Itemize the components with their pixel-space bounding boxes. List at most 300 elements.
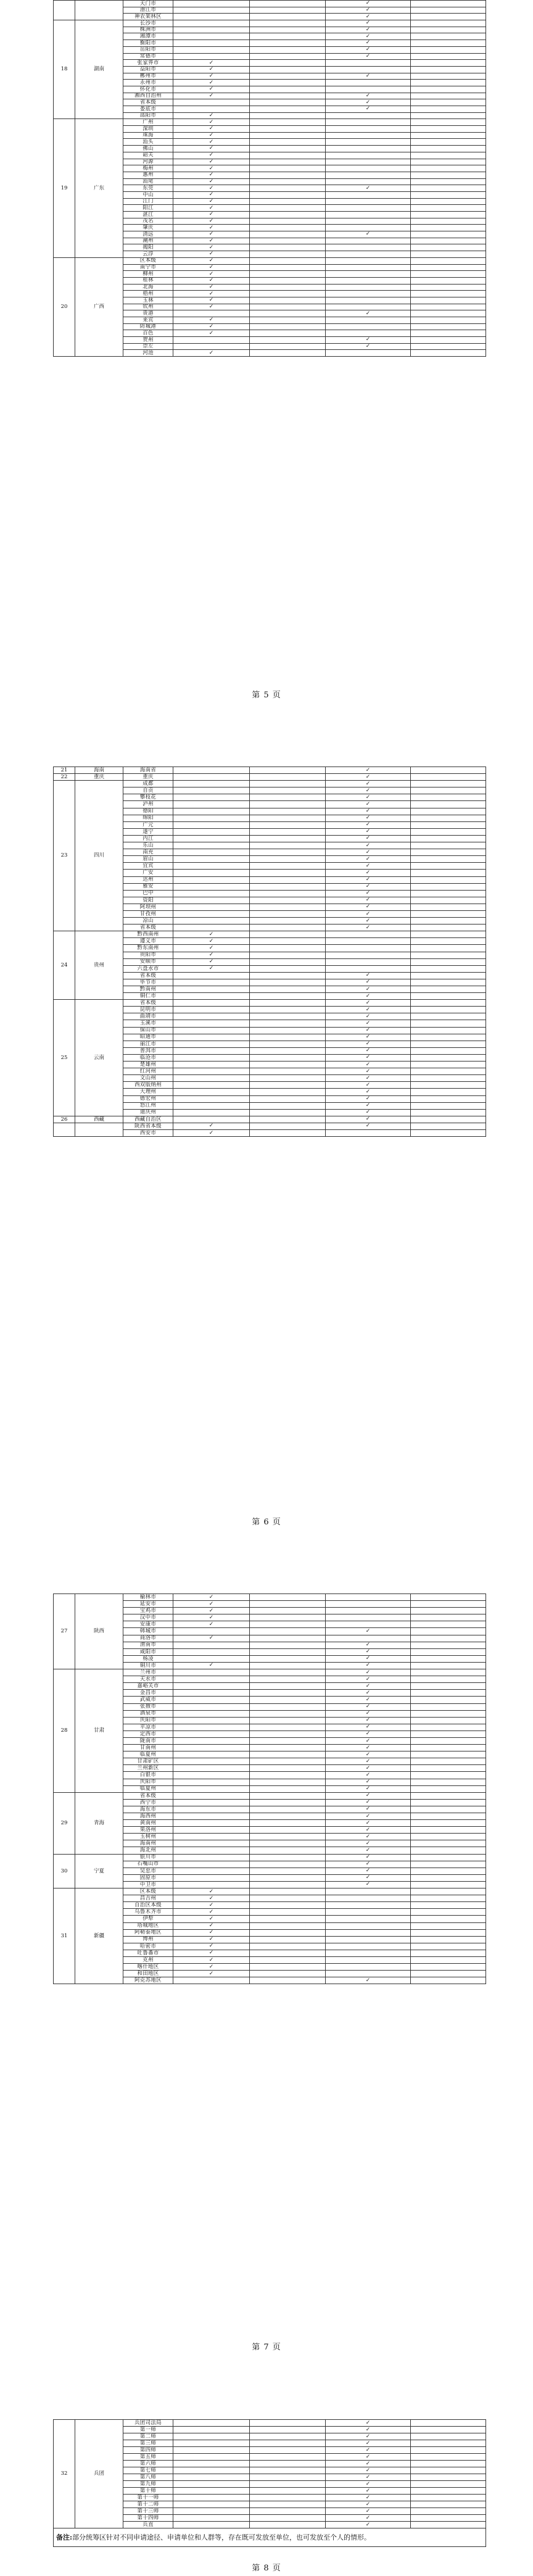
unit-mark-cell	[173, 924, 250, 931]
empty-cell	[411, 767, 486, 774]
empty-cell	[250, 821, 326, 828]
checkmark-icon: ✓	[365, 1102, 371, 1109]
empty-cell	[411, 883, 486, 890]
empty-cell	[411, 132, 486, 139]
empty-cell	[250, 1827, 326, 1834]
individual-mark-cell	[326, 1614, 411, 1621]
empty-cell	[250, 284, 326, 291]
individual-mark-cell	[326, 112, 411, 119]
checkmark-icon: ✓	[365, 2453, 371, 2460]
checkmark-icon: ✓	[209, 1593, 214, 1600]
unit-mark-cell	[173, 1956, 250, 1963]
individual-mark-cell	[326, 86, 411, 93]
individual-mark-cell	[326, 1648, 411, 1655]
province-name-cell: 贵州	[75, 931, 123, 1000]
checkmark-icon: ✓	[365, 1696, 371, 1703]
empty-cell	[250, 1648, 326, 1655]
empty-cell	[250, 1635, 326, 1642]
region-name-cell: 六盘水市	[123, 965, 173, 972]
empty-cell	[411, 53, 486, 60]
empty-cell	[411, 271, 486, 278]
individual-mark-cell	[326, 2488, 411, 2495]
individual-mark-cell	[326, 198, 411, 205]
individual-mark-cell	[326, 1895, 411, 1902]
individual-mark-cell	[326, 1594, 411, 1601]
region-name-cell: 海北州	[123, 1847, 173, 1854]
individual-mark-cell	[326, 60, 411, 67]
empty-cell	[250, 986, 326, 993]
individual-mark-cell	[326, 1123, 411, 1129]
checkmark-icon: ✓	[365, 0, 371, 7]
unit-mark-cell	[173, 774, 250, 781]
unit-mark-cell	[173, 2427, 250, 2433]
empty-cell	[250, 1013, 326, 1020]
individual-mark-cell	[326, 1095, 411, 1102]
unit-mark-cell	[173, 1847, 250, 1854]
province-number-cell: 19	[54, 119, 75, 257]
empty-cell	[411, 93, 486, 99]
empty-cell	[411, 808, 486, 815]
unit-mark-cell	[173, 350, 250, 357]
empty-cell	[411, 1000, 486, 1007]
empty-cell	[411, 938, 486, 945]
region-name-cell: 怀化市	[123, 86, 173, 93]
individual-mark-cell	[326, 1854, 411, 1861]
region-name-cell: 大理州	[123, 1089, 173, 1095]
individual-mark-cell	[326, 993, 411, 1000]
empty-cell	[411, 835, 486, 842]
empty-cell	[250, 2515, 326, 2522]
unit-mark-cell	[173, 958, 250, 965]
individual-mark-cell	[326, 1888, 411, 1895]
empty-cell	[250, 1874, 326, 1881]
empty-cell	[250, 2440, 326, 2447]
region-name-cell: 区本级	[123, 1888, 173, 1895]
unit-mark-cell	[173, 80, 250, 86]
empty-cell	[411, 1608, 486, 1614]
region-name-cell: 乌鲁木齐市	[123, 1909, 173, 1916]
empty-cell	[250, 1854, 326, 1861]
checkmark-icon: ✓	[209, 152, 214, 159]
unit-mark-cell	[173, 1785, 250, 1792]
empty-cell	[250, 1089, 326, 1095]
checkmark-icon: ✓	[365, 828, 371, 835]
empty-cell	[411, 828, 486, 835]
empty-cell	[250, 794, 326, 801]
empty-cell	[411, 1881, 486, 1888]
empty-cell	[250, 27, 326, 33]
individual-mark-cell	[326, 231, 411, 238]
empty-cell	[250, 828, 326, 835]
region-name-cell: 德宏州	[123, 1095, 173, 1102]
region-name-cell: 兵团司法局	[123, 2420, 173, 2427]
empty-cell	[411, 244, 486, 251]
empty-cell	[250, 2461, 326, 2467]
empty-cell	[411, 304, 486, 310]
province-number-cell: 24	[54, 931, 75, 1000]
checkmark-icon: ✓	[209, 304, 214, 310]
empty-cell	[250, 251, 326, 258]
unit-mark-cell	[173, 945, 250, 952]
empty-cell	[250, 924, 326, 931]
subsidy-table	[53, 1593, 486, 1984]
checkmark-icon: ✓	[365, 1840, 371, 1847]
region-name-cell: 银川市	[123, 1854, 173, 1861]
empty-cell	[411, 1116, 486, 1123]
individual-mark-cell	[326, 244, 411, 251]
unit-mark-cell	[173, 787, 250, 794]
unit-mark-cell	[173, 1000, 250, 1007]
table-row	[54, 1854, 486, 1861]
unit-mark-cell	[173, 952, 250, 958]
empty-cell	[411, 1034, 486, 1041]
checkmark-icon: ✓	[365, 39, 371, 46]
checkmark-icon: ✓	[209, 952, 214, 958]
checkmark-icon: ✓	[209, 1123, 214, 1129]
unit-mark-cell	[173, 1601, 250, 1608]
checkmark-icon: ✓	[209, 1929, 214, 1936]
empty-cell	[250, 126, 326, 133]
unit-mark-cell	[173, 863, 250, 870]
individual-mark-cell	[326, 876, 411, 883]
individual-mark-cell	[326, 139, 411, 146]
empty-cell	[411, 1902, 486, 1909]
region-name-cell: 商洛市	[123, 1635, 173, 1642]
individual-mark-cell	[326, 2515, 411, 2522]
checkmark-icon: ✓	[365, 1977, 371, 1984]
unit-mark-cell	[173, 965, 250, 972]
individual-mark-cell	[326, 2522, 411, 2528]
unit-mark-cell	[173, 1628, 250, 1635]
individual-mark-cell	[326, 2501, 411, 2508]
unit-mark-cell	[173, 910, 250, 917]
individual-mark-cell	[326, 890, 411, 897]
checkmark-icon: ✓	[365, 1833, 371, 1840]
individual-mark-cell	[326, 1765, 411, 1772]
checkmark-icon: ✓	[365, 1074, 371, 1081]
empty-cell	[250, 231, 326, 238]
unit-mark-cell	[173, 337, 250, 344]
empty-cell	[411, 152, 486, 159]
individual-mark-cell	[326, 2420, 411, 2427]
empty-cell	[250, 1027, 326, 1034]
individual-mark-cell	[326, 849, 411, 856]
individual-mark-cell	[326, 1102, 411, 1109]
empty-cell	[411, 1082, 486, 1089]
checkmark-icon: ✓	[209, 66, 214, 73]
empty-cell	[250, 119, 326, 126]
empty-cell	[250, 185, 326, 192]
checkmark-icon: ✓	[365, 1758, 371, 1764]
region-name-cell: 揭阳	[123, 244, 173, 251]
checkmark-icon: ✓	[365, 1730, 371, 1737]
individual-mark-cell	[326, 126, 411, 133]
province-name-cell: 湖南	[75, 20, 123, 119]
empty-cell	[411, 191, 486, 198]
region-name-cell: 伊犁	[123, 1916, 173, 1922]
unit-mark-cell	[173, 1799, 250, 1806]
region-name-cell: 海西州	[123, 1813, 173, 1820]
region-name-cell: 天水市	[123, 1676, 173, 1683]
checkmark-icon: ✓	[209, 159, 214, 165]
unit-mark-cell	[173, 191, 250, 198]
region-name-cell: 阳江	[123, 205, 173, 212]
unit-mark-cell	[173, 1648, 250, 1655]
empty-cell	[411, 33, 486, 40]
region-name-cell: 来宾	[123, 317, 173, 324]
unit-mark-cell	[173, 1772, 250, 1779]
unit-mark-cell	[173, 1758, 250, 1765]
empty-cell	[250, 774, 326, 781]
unit-mark-cell	[173, 1902, 250, 1909]
checkmark-icon: ✓	[365, 1655, 371, 1662]
unit-mark-cell	[173, 1950, 250, 1956]
empty-cell	[250, 1628, 326, 1635]
checkmark-icon: ✓	[365, 1710, 371, 1717]
checkmark-icon: ✓	[365, 1628, 371, 1635]
checkmark-icon: ✓	[365, 992, 371, 999]
individual-mark-cell	[326, 1964, 411, 1971]
empty-cell	[411, 1751, 486, 1758]
individual-mark-cell	[326, 842, 411, 849]
region-name-cell: 潮州	[123, 238, 173, 244]
unit-mark-cell	[173, 20, 250, 27]
empty-cell	[250, 781, 326, 787]
empty-cell	[250, 958, 326, 965]
empty-cell	[411, 119, 486, 126]
unit-mark-cell	[173, 33, 250, 40]
province-number-cell: 31	[54, 1888, 75, 1984]
region-name-cell: 文山州	[123, 1075, 173, 1082]
empty-cell	[411, 198, 486, 205]
empty-cell	[250, 60, 326, 67]
province-number-cell: 29	[54, 1792, 75, 1854]
individual-mark-cell	[326, 1, 411, 7]
empty-cell	[411, 297, 486, 304]
empty-cell	[411, 986, 486, 993]
empty-cell	[411, 323, 486, 330]
checkmark-icon: ✓	[365, 1799, 371, 1806]
region-name-cell: 贵阳市	[123, 952, 173, 958]
empty-cell	[411, 1089, 486, 1095]
unit-mark-cell	[173, 767, 250, 774]
checkmark-icon: ✓	[365, 842, 371, 849]
individual-mark-cell	[326, 2440, 411, 2447]
checkmark-icon: ✓	[365, 890, 371, 897]
empty-cell	[411, 1020, 486, 1027]
checkmark-icon: ✓	[365, 1771, 371, 1778]
empty-cell	[411, 1102, 486, 1109]
individual-mark-cell	[326, 931, 411, 938]
region-name-cell: 西宁市	[123, 1799, 173, 1806]
empty-cell	[411, 1840, 486, 1847]
unit-mark-cell	[173, 918, 250, 924]
region-name-cell: 阿克苏地区	[123, 1977, 173, 1984]
region-name-cell: 黔东南州	[123, 945, 173, 952]
checkmark-icon: ✓	[365, 93, 371, 99]
subsidy-table	[53, 767, 486, 1137]
region-name-cell: 湛江	[123, 212, 173, 218]
individual-mark-cell	[326, 958, 411, 965]
unit-mark-cell	[173, 1971, 250, 1977]
empty-cell	[250, 1034, 326, 1041]
empty-cell	[411, 1109, 486, 1116]
individual-mark-cell	[326, 323, 411, 330]
checkmark-icon: ✓	[209, 1129, 214, 1136]
empty-cell	[411, 910, 486, 917]
individual-mark-cell	[326, 1054, 411, 1061]
checkmark-icon: ✓	[209, 1950, 214, 1956]
empty-cell	[250, 323, 326, 330]
empty-cell	[411, 1827, 486, 1834]
region-name-cell: 常德市	[123, 53, 173, 60]
empty-cell	[250, 264, 326, 271]
checkmark-icon: ✓	[365, 343, 371, 350]
region-name-cell: 玉林	[123, 297, 173, 304]
empty-cell	[250, 1847, 326, 1854]
region-name-cell: 江门	[123, 198, 173, 205]
province-number-cell: 26	[54, 1116, 75, 1123]
region-name-cell: 楚雄州	[123, 1062, 173, 1068]
table-row	[54, 1594, 486, 1601]
empty-cell	[250, 1929, 326, 1936]
region-name-cell: 肇庆	[123, 225, 173, 231]
individual-mark-cell	[326, 1881, 411, 1888]
individual-mark-cell	[326, 1007, 411, 1013]
checkmark-icon: ✓	[365, 185, 371, 191]
individual-mark-cell	[326, 1868, 411, 1874]
region-name-cell: 宜宾	[123, 863, 173, 870]
region-name-cell: 杨凌	[123, 1655, 173, 1662]
unit-mark-cell	[173, 1737, 250, 1744]
individual-mark-cell	[326, 1772, 411, 1779]
unit-mark-cell	[173, 205, 250, 212]
table-row	[54, 1792, 486, 1799]
checkmark-icon: ✓	[209, 323, 214, 330]
checkmark-icon: ✓	[209, 944, 214, 951]
empty-cell	[411, 1655, 486, 1662]
checkmark-icon: ✓	[365, 2467, 371, 2474]
checkmark-icon: ✓	[365, 2494, 371, 2501]
unit-mark-cell	[173, 2447, 250, 2454]
unit-mark-cell	[173, 2495, 250, 2501]
region-name-cell: 黄南州	[123, 1820, 173, 1827]
unit-mark-cell	[173, 159, 250, 165]
unit-mark-cell	[173, 1608, 250, 1614]
empty-cell	[250, 2501, 326, 2508]
individual-mark-cell	[326, 924, 411, 931]
individual-mark-cell	[326, 1956, 411, 1963]
unit-mark-cell	[173, 1827, 250, 1834]
region-name-cell: 株洲市	[123, 27, 173, 33]
empty-cell	[411, 80, 486, 86]
empty-cell	[411, 1635, 486, 1642]
unit-mark-cell	[173, 2467, 250, 2474]
unit-mark-cell	[173, 218, 250, 225]
empty-cell	[250, 1601, 326, 1608]
empty-cell	[411, 1027, 486, 1034]
empty-cell	[411, 787, 486, 794]
checkmark-icon: ✓	[209, 93, 214, 99]
checkmark-icon: ✓	[209, 1635, 214, 1642]
empty-cell	[411, 2433, 486, 2440]
table-row	[54, 257, 486, 264]
individual-mark-cell	[326, 863, 411, 870]
region-name-cell: 陕西省本级	[123, 1123, 173, 1129]
unit-mark-cell	[173, 2454, 250, 2461]
unit-mark-cell	[173, 1697, 250, 1703]
empty-cell	[250, 945, 326, 952]
region-name-cell: 昌吉州	[123, 1895, 173, 1902]
empty-cell	[250, 1102, 326, 1109]
region-name-cell: 甘孜州	[123, 910, 173, 917]
empty-cell	[411, 212, 486, 218]
empty-cell	[411, 310, 486, 317]
individual-mark-cell	[326, 119, 411, 126]
region-name-cell: 和田地区	[123, 1971, 173, 1977]
unit-mark-cell	[173, 323, 250, 330]
empty-cell	[411, 112, 486, 119]
empty-cell	[411, 165, 486, 172]
individual-mark-cell	[326, 304, 411, 310]
empty-cell	[250, 1683, 326, 1690]
remark-text: 部分统筹区针对不同申请途径、申请单位和人群等，存在既可发放至单位，也可发放至个人的情形。	[72, 2533, 371, 2541]
individual-mark-cell	[326, 1690, 411, 1697]
individual-mark-cell	[326, 781, 411, 787]
empty-cell	[411, 897, 486, 904]
region-name-cell: 阿坝州	[123, 904, 173, 910]
empty-cell	[250, 835, 326, 842]
checkmark-icon: ✓	[365, 794, 371, 800]
empty-cell	[250, 1977, 326, 1984]
unit-mark-cell	[173, 304, 250, 310]
empty-cell	[411, 1888, 486, 1895]
checkmark-icon: ✓	[365, 849, 371, 855]
individual-mark-cell	[326, 965, 411, 972]
empty-cell	[250, 2495, 326, 2501]
individual-mark-cell	[326, 1861, 411, 1868]
empty-cell	[250, 350, 326, 357]
checkmark-icon: ✓	[365, 1689, 371, 1696]
checkmark-icon: ✓	[209, 86, 214, 93]
checkmark-icon: ✓	[209, 1607, 214, 1614]
region-name-cell: 宝鸡市	[123, 1608, 173, 1614]
region-name-cell: 铜仁市	[123, 993, 173, 1000]
empty-cell	[411, 99, 486, 106]
empty-cell	[250, 99, 326, 106]
checkmark-icon: ✓	[365, 862, 371, 869]
individual-mark-cell	[326, 910, 411, 917]
table-row	[54, 1123, 486, 1129]
unit-mark-cell	[173, 821, 250, 828]
empty-cell	[411, 2501, 486, 2508]
unit-mark-cell	[173, 794, 250, 801]
empty-cell	[411, 1642, 486, 1648]
empty-cell	[250, 159, 326, 165]
unit-mark-cell	[173, 1062, 250, 1068]
empty-cell	[250, 2481, 326, 2488]
unit-mark-cell	[173, 2433, 250, 2440]
individual-mark-cell	[326, 767, 411, 774]
individual-mark-cell	[326, 1697, 411, 1703]
unit-mark-cell	[173, 808, 250, 815]
empty-cell	[250, 40, 326, 47]
individual-mark-cell	[326, 1724, 411, 1730]
checkmark-icon: ✓	[209, 178, 214, 185]
region-name-cell: 娄底市	[123, 106, 173, 113]
unit-mark-cell	[173, 1655, 250, 1662]
individual-mark-cell	[326, 1703, 411, 1710]
